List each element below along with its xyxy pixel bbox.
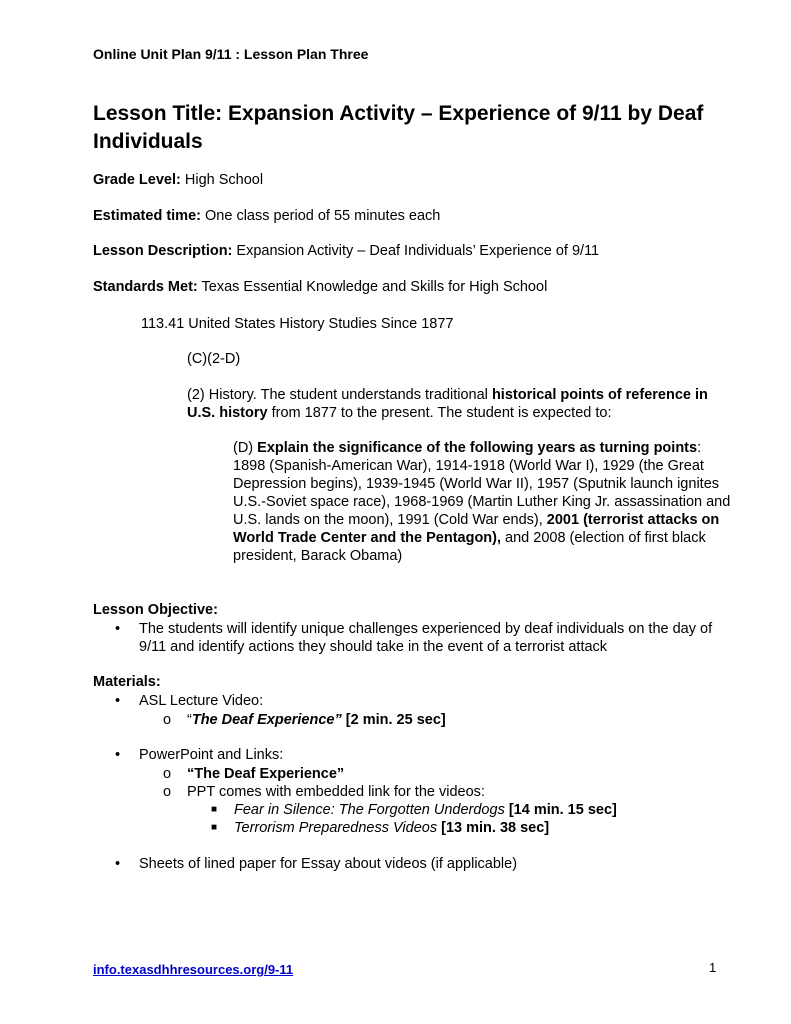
video1-square-bullet: ■ bbox=[211, 804, 218, 815]
description-label: Lesson Description: bbox=[93, 243, 233, 259]
standards-label: Standards Met: bbox=[93, 279, 198, 295]
video2-item bbox=[234, 819, 549, 837]
video1-time: [14 min. 15 sec] bbox=[504, 802, 617, 818]
materials-heading: Materials: bbox=[93, 674, 161, 690]
video1-title: Fear in Silence: The Forgotten Underdogs bbox=[234, 802, 505, 818]
d-bold-instruction: Explain the significance of the following years as turning points bbox=[257, 440, 698, 456]
turning-points-item bbox=[233, 439, 733, 565]
time-label: Estimated time: bbox=[93, 208, 201, 224]
sub-code: (C)(2-D) bbox=[187, 351, 241, 367]
estimated-time bbox=[93, 207, 440, 225]
sheets-bullet: • bbox=[115, 856, 121, 872]
video2-title: Terrorism Preparedness Videos bbox=[234, 820, 438, 836]
ppt-sub-bullet-1: o bbox=[163, 766, 172, 782]
footer-link[interactable]: info.texasdhhresources.org/9-11 bbox=[93, 962, 294, 977]
document-header: Online Unit Plan 9/11 : Lesson Plan Three bbox=[93, 46, 369, 62]
d-post: and 2008 (election of first black president, Barack Obama) bbox=[233, 530, 706, 564]
time-value: One class period of 55 minutes each bbox=[200, 208, 441, 224]
d-bold-2001: 2001 (terrorist attacks on World Trade Center and the Pentagon), bbox=[233, 512, 720, 546]
asl-bullet: • bbox=[115, 693, 121, 709]
objective-text: The students will identify unique challenges experienced by deaf individuals on the day of 9/11 and identify actions they should take in the event of a terrorist attack bbox=[139, 621, 713, 655]
history-post: from 1877 to the present. The student is expected to: bbox=[267, 405, 612, 421]
grade-level bbox=[93, 171, 263, 189]
d-years: : 1898 (Spanish-American War), 1914-1918 (World War I), 1929 (the Great Depression begins), 1939-1945 (World War II), 1957 (Sputnik launch ignites U.S.-Soviet space race), 1968-1969 (Martin Luther King Jr. assassination and U.S. lands on the moon), 1991 (Cold War ends), bbox=[233, 440, 731, 528]
standard-code: 113.41 United States History Studies Since 1877 bbox=[141, 316, 454, 332]
asl-video-label: ASL Lecture Video: bbox=[139, 693, 264, 709]
asl-video-time: [2 min. 25 sec] bbox=[341, 712, 446, 728]
lesson-description bbox=[93, 242, 599, 260]
history-bold: historical points of reference in U.S. history bbox=[187, 387, 708, 421]
page-title: Lesson Title: Expansion Activity – Experience of 9/11 by Deaf Individuals bbox=[93, 102, 704, 153]
ppt-sub-bullet-2: o bbox=[163, 784, 172, 800]
asl-quote: “ bbox=[187, 712, 192, 728]
ppt-bullet: • bbox=[115, 747, 121, 763]
video1-item bbox=[234, 801, 617, 819]
ppt-item-deaf-experience: “The Deaf Experience” bbox=[187, 766, 345, 782]
asl-video-item bbox=[187, 711, 446, 729]
description-value: Expansion Activity – Deaf Individuals’ Experience of 9/11 bbox=[232, 243, 600, 259]
ppt-item-embedded-link: PPT comes with embedded link for the videos: bbox=[187, 784, 485, 800]
ppt-label: PowerPoint and Links: bbox=[139, 747, 284, 763]
standards-met bbox=[93, 278, 547, 296]
asl-video-title: The Deaf Experience” bbox=[191, 712, 342, 728]
d-pre: (D) bbox=[233, 440, 258, 456]
sheets-item: Sheets of lined paper for Essay about videos (if applicable) bbox=[139, 856, 518, 872]
asl-sub-bullet: o bbox=[163, 712, 172, 728]
grade-label: Grade Level: bbox=[93, 172, 181, 188]
objective-bullet: • bbox=[115, 621, 121, 637]
grade-value: High School bbox=[180, 172, 264, 188]
history-pre: (2) History. The student understands traditional bbox=[187, 387, 492, 403]
video2-time: [13 min. 38 sec] bbox=[437, 820, 550, 836]
history-standard bbox=[187, 386, 727, 422]
page-number: 1 bbox=[709, 960, 717, 975]
objective-heading: Lesson Objective: bbox=[93, 602, 218, 618]
video2-square-bullet: ■ bbox=[211, 822, 218, 833]
standards-value: Texas Essential Knowledge and Skills for High School bbox=[197, 279, 548, 295]
